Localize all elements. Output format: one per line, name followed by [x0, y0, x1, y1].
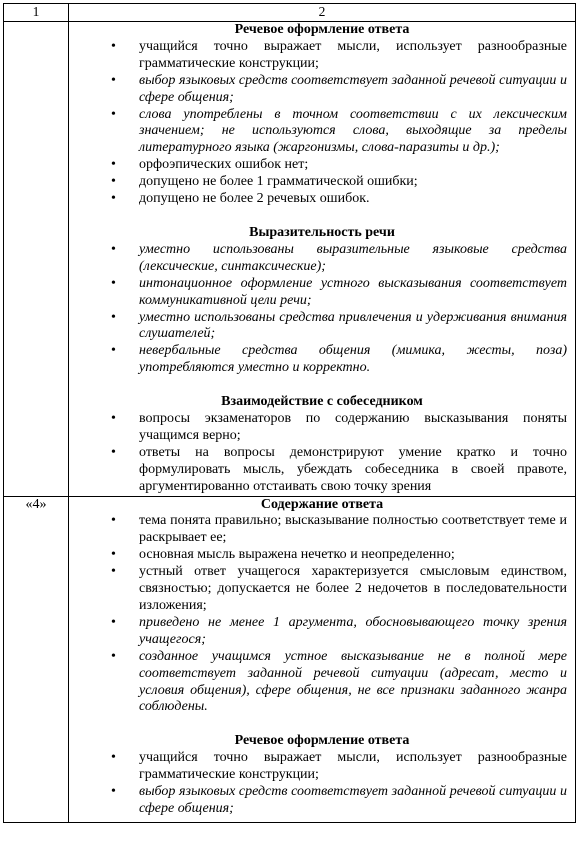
criteria-sections	[69, 497, 575, 818]
list-item	[69, 411, 575, 445]
header-cell-1: 1	[4, 4, 69, 22]
section-heading: Взаимодействие с собеседником	[221, 394, 423, 410]
list-item	[69, 73, 575, 107]
list-item	[69, 174, 575, 191]
list-item-text: уместно использованы выразительные языковые средства (лексические, синтаксические);	[139, 241, 567, 274]
list-item	[69, 445, 575, 496]
list-item	[69, 310, 575, 344]
list-item	[69, 564, 575, 615]
bullet-icon: •	[111, 309, 116, 325]
list-item	[69, 107, 575, 158]
bullet-icon: •	[111, 564, 116, 580]
list-item-text: интонационное оформление устного высказывания соответствует коммуникативной цели речи;	[139, 275, 567, 308]
section-heading: Содержание ответа	[260, 496, 384, 512]
list-item-text: слова употреблены в точном соответствии с их лексическим значением; не используются слова, выходящие за пределы литературного языка (жаргонизмы, слова-паразиты и др.);	[139, 106, 567, 156]
criteria-cell	[69, 22, 576, 497]
list-item-text: учащийся точно выражает мысли, использует разнообразные грамматические конструкции;	[139, 750, 567, 783]
bullet-icon: •	[111, 444, 116, 460]
list-item-text: выбор языковых средств соответствует заданной речевой ситуации и сфере общения;	[139, 72, 567, 105]
table-header-row	[4, 4, 576, 22]
list-item-text: выбор языковых средств соответствует заданной речевой ситуации и сфере общения;	[139, 784, 567, 816]
grading-criteria-table	[3, 3, 576, 823]
list-item-text: допущено не более 1 грамматической ошибки;	[139, 174, 418, 190]
bullet-icon: •	[111, 343, 116, 359]
criteria-list	[69, 242, 575, 377]
list-item-text: невербальные средства общения (мимика, жесты, поза) употребляются уместно и корректно.	[139, 343, 567, 376]
bullet-icon: •	[111, 38, 116, 54]
criteria-row-continued	[4, 22, 576, 497]
section-heading: Речевое оформление ответа	[234, 733, 410, 749]
bullet-icon: •	[111, 648, 116, 664]
bullet-icon: •	[111, 106, 116, 122]
bullet-icon: •	[111, 275, 116, 291]
list-item	[69, 513, 575, 547]
bullet-icon: •	[111, 513, 116, 529]
bullet-icon: •	[111, 241, 116, 257]
list-item-text: ответы на вопросы демонстрируют умение кратко и точно формулировать мысль, убеждать собеседника в своей правоте, аргументированно отстаивать свою точку зрения	[139, 444, 567, 494]
list-item-text: приведено не менее 1 аргумента, обосновывающего точку зрения учащегося;	[139, 614, 567, 647]
bullet-icon: •	[111, 784, 116, 800]
list-item	[69, 276, 575, 310]
list-item	[69, 750, 575, 784]
list-item-text: вопросы экзаменаторов по содержанию высказывания поняты учащимся верно;	[139, 411, 567, 443]
grade-label-cell	[4, 22, 69, 497]
criteria-row-grade-4	[4, 496, 576, 822]
bullet-icon: •	[111, 750, 116, 766]
bullet-icon: •	[111, 411, 116, 427]
list-item	[69, 615, 575, 649]
criteria-list	[69, 39, 575, 208]
criteria-sections	[69, 22, 575, 496]
list-item-text: созданное учащимся устное высказывание не в полной мере соответствует заданной речевой ситуации (адресат, место и условия общения), сфере общения, не все признаки заданного жанра соблюдены.	[139, 648, 567, 715]
list-item-text: устный ответ учащегося характеризуется смысловым единством, связностью; допускается не более 2 недочетов в последовательности изложения;	[139, 564, 567, 613]
list-item	[69, 191, 575, 208]
criteria-list	[69, 750, 575, 818]
criteria-list	[69, 513, 575, 716]
list-item	[69, 242, 575, 276]
bullet-icon: •	[111, 174, 116, 190]
list-item	[69, 157, 575, 174]
bullet-icon: •	[111, 157, 116, 173]
list-item-text: допущено не более 2 речевых ошибок.	[139, 191, 370, 207]
list-item-text: орфоэпических ошибок нет;	[139, 157, 309, 173]
list-item	[69, 343, 575, 377]
criteria-list	[69, 411, 575, 496]
list-item-text: уместно использованы средства привлечения и удерживания внимания слушателей;	[139, 309, 567, 342]
bullet-icon: •	[111, 547, 116, 563]
bullet-icon: •	[111, 191, 116, 207]
list-item-text: тема понята правильно; высказывание полностью соответствует теме и раскрывает ее;	[139, 513, 567, 546]
list-item	[69, 649, 575, 717]
list-item-text: учащийся точно выражает мысли, использует разнообразные грамматические конструкции;	[139, 38, 567, 71]
list-item	[69, 39, 575, 73]
list-item	[69, 547, 575, 564]
bullet-icon: •	[111, 614, 116, 630]
bullet-icon: •	[111, 72, 116, 88]
header-cell-2: 2	[69, 4, 576, 22]
section-heading: Выразительность речи	[249, 224, 395, 240]
section-heading: Речевое оформление ответа	[234, 22, 410, 37]
grade-label-cell: «4»	[4, 496, 69, 822]
criteria-cell	[69, 496, 576, 822]
list-item	[69, 784, 575, 818]
list-item-text: основная мысль выражена нечетко и неопределенно;	[139, 547, 455, 563]
